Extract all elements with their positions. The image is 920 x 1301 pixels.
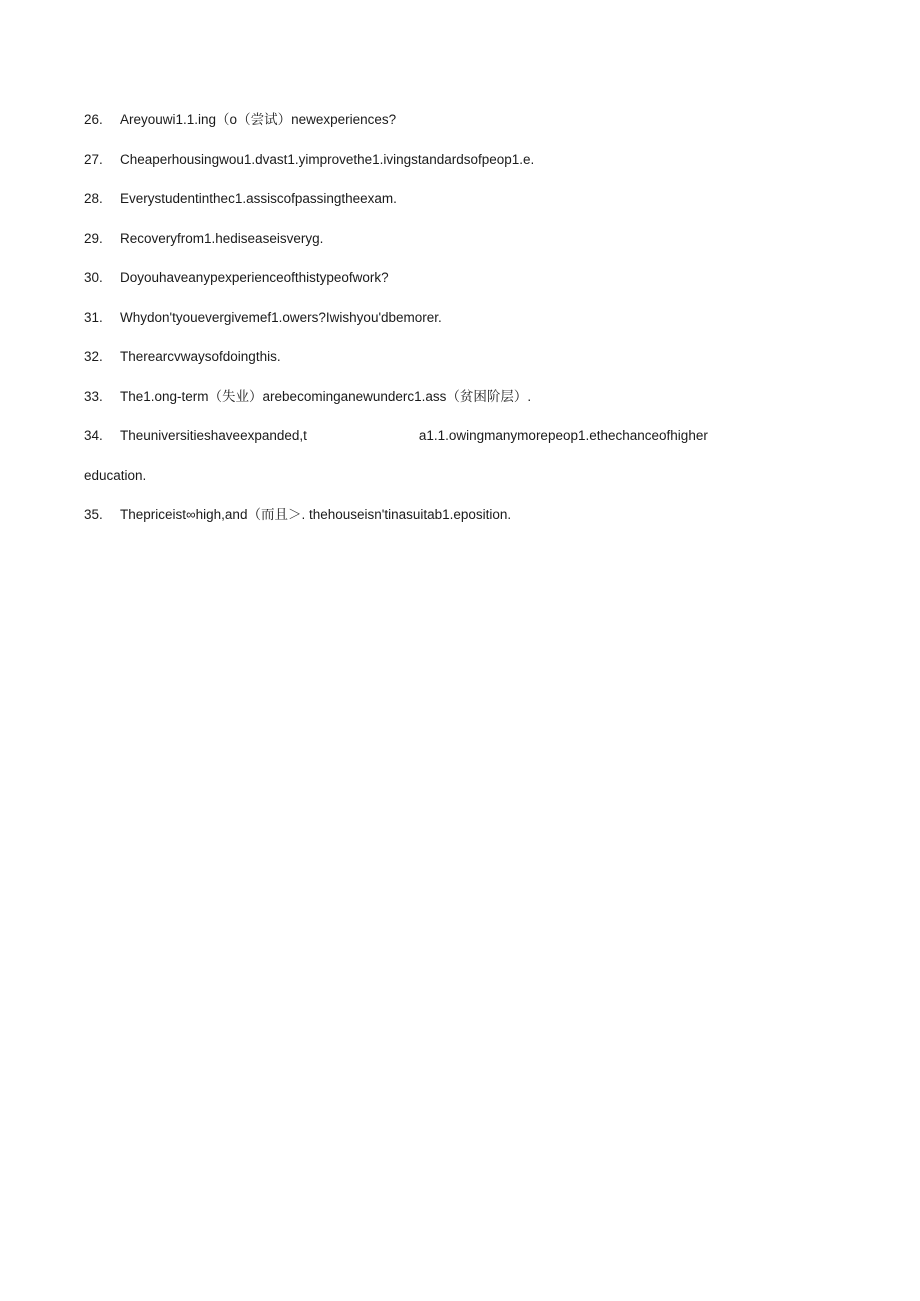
- list-item: [84, 346, 281, 368]
- item-number: 35.: [84, 507, 103, 522]
- item-text: The1.ong-term（失业）arebecominganewunderc1.ass（贫困阶层）.: [120, 389, 532, 404]
- list-item: [84, 504, 511, 526]
- item-number: 32.: [84, 349, 103, 364]
- list-item: [84, 425, 708, 447]
- item-number: 33.: [84, 389, 103, 404]
- item-number: 30.: [84, 270, 103, 285]
- item-text: Cheaperhousingwou1.dvast1.yimprovethe1.ivingstandardsofpeop1.e.: [120, 152, 535, 167]
- item-text: Whydon'tyouevergivemef1.owers?Iwishyou'dbemorer.: [120, 310, 442, 325]
- list-item: [84, 149, 534, 171]
- list-item: [84, 188, 397, 210]
- item-number: 26.: [84, 112, 103, 127]
- list-item: [84, 267, 389, 289]
- item-number: 34.: [84, 428, 103, 443]
- list-item: [84, 109, 396, 131]
- item-text: Doyouhaveanypexperienceofthistypeofwork?: [120, 270, 389, 285]
- item-number: 28.: [84, 191, 103, 206]
- item-text: Theuniversitieshaveexpanded,t: [120, 428, 307, 443]
- item-text: Recoveryfrom1.hediseaseisveryg.: [120, 231, 324, 246]
- item-text: Everystudentinthec1.assiscofpassingtheexam.: [120, 191, 397, 206]
- item-number: 29.: [84, 231, 103, 246]
- item-text: Thepriceist∞high,and（而且＞. thehouseisn'tinasuitab1.eposition.: [120, 507, 512, 522]
- item-text-continued: a1.1.owingmanymorepeop1.ethechanceofhigher: [418, 428, 708, 443]
- item-number: 27.: [84, 152, 103, 167]
- list-item: [84, 307, 442, 329]
- item-number: 31.: [84, 310, 103, 325]
- list-item: [84, 228, 323, 250]
- list-item: [84, 386, 531, 408]
- list-item-continuation: education.: [84, 468, 147, 483]
- item-text: Therearcvwaysofdoingthis.: [120, 349, 281, 364]
- item-text: Areyouwi1.1.ing（o（尝试）newexperiences?: [120, 112, 397, 127]
